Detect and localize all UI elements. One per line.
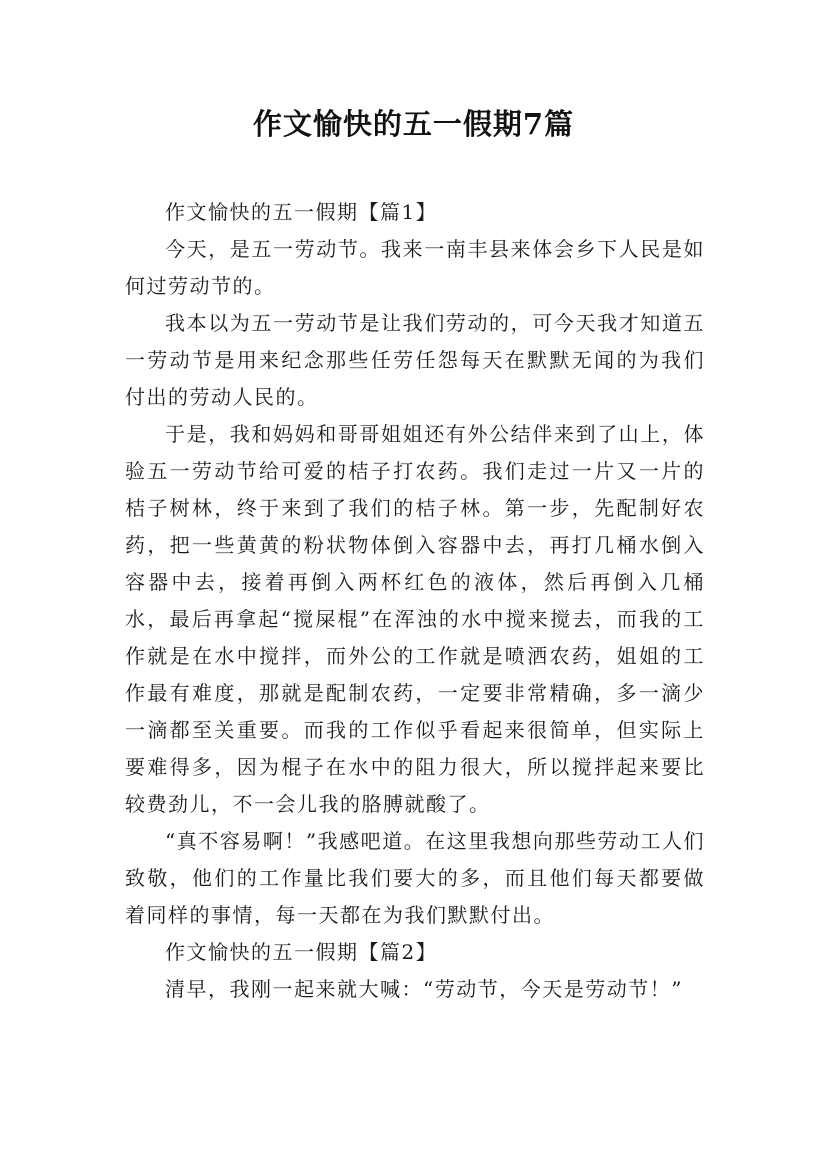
document-body [125,194,705,1008]
paragraph: 我本以为五一劳动节是让我们劳动的，可今天我才知道五一劳动节是用来纪念那些任劳任怨每天在默默无闻的为我们付出的劳动人民的。 [125,311,705,409]
paragraph: “真不容易啊！”我感吧道。在这里我想向那些劳动工人们致敬，他们的工作量比我们要大的多，而且他们每天都要做着同样的事情，每一天都在为我们默默付出。 [125,829,705,927]
section-heading-2: 作文愉快的五一假期【篇2】 [165,940,438,964]
paragraph: 清早，我刚一起来就大喊：“劳动节，今天是劳动节！” [165,977,683,1001]
document-title: 作文愉快的五一假期7篇 [252,107,575,141]
paragraph: 于是，我和妈妈和哥哥姐姐还有外公结伴来到了山上，体验五一劳动节给可爱的桔子打农药。我们走过一片又一片的桔子树林，终于来到了我们的桔子林。第一步，先配制好农药，把一些黄黄的粉状物体倒入容器中去，再打几桶水倒入容器中去，接着再倒入两杯红色的液体，然后再倒入几桶水，最后再拿起“搅屎棍”在浑浊的水中搅来搅去，而我的工作就是在水中搅拌，而外公的工作就是喷洒农药，姐姐的工作最有难度，那就是配制农药，一定要非常精确，多一滴少一滴都至关重要。而我的工作似乎看起来很简单，但实际上要难得多，因为棍子在水中的阻力很大，所以搅拌起来要比较费劲儿，不一会儿我的胳膊就酸了。 [125,422,705,816]
paragraph: 今天，是五一劳动节。我来一南丰县来体会乡下人民是如何过劳动节的。 [125,237,705,298]
section-heading-1: 作文愉快的五一假期【篇1】 [165,200,438,224]
